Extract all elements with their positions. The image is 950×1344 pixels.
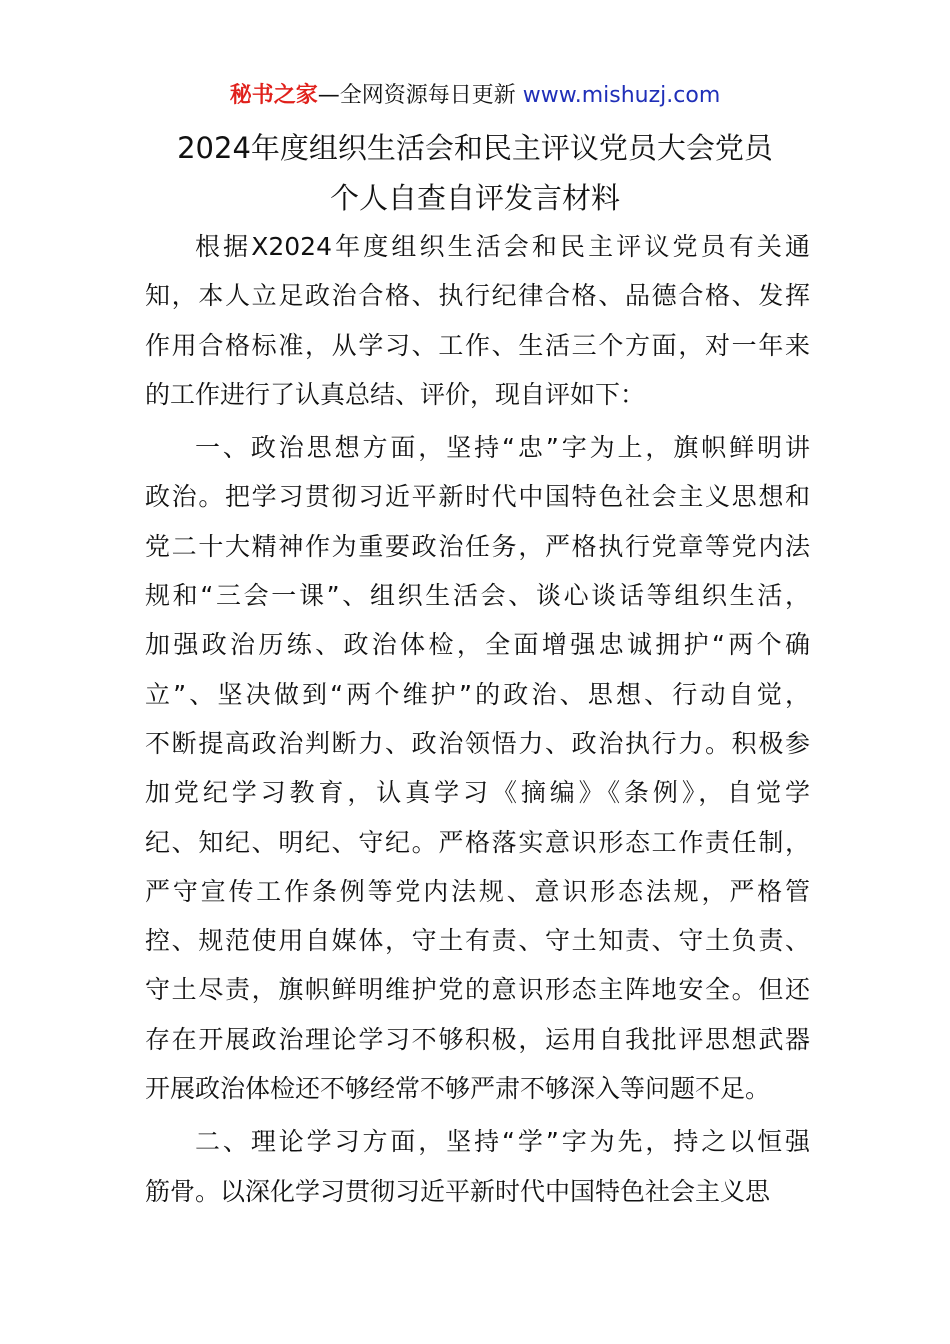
text-line: 开展政治体检还不够经常不够严肃不够深入等问题不足。 [145, 1074, 771, 1104]
text-line: 加强政治历练、政治体检，全面增强忠诚拥护“两个确 [145, 630, 810, 660]
site-header [0, 80, 950, 112]
text-line: 的工作进行了认真总结、评价，现自评如下： [145, 379, 646, 409]
text-line: 党二十大精神作为重要政治任务，严格执行党章等党内法 [145, 531, 810, 561]
brand-name: 秘书之家 [229, 83, 318, 108]
text-line: 守土尽责，旗帜鲜明维护党的意识形态主阵地安全。但还 [145, 975, 810, 1005]
document-body [145, 222, 810, 1216]
text-line: 严守宣传工作条例等党内法规、意识形态法规，严格管 [145, 876, 810, 906]
document-title-line-1: 2024年度组织生活会和民主评议党员大会党员 [177, 131, 773, 165]
text-line: 一、政治思想方面，坚持“忠”字为上，旗帜鲜明讲 [195, 433, 810, 463]
document-title-line-2: 个人自查自评发言材料 [329, 181, 620, 215]
paragraph [145, 222, 810, 419]
text-line: 根据X2024年度组织生活会和民主评议党员有关通 [195, 232, 810, 261]
text-line: 加党纪学习教育，认真学习《摘编》《条例》，自觉学 [145, 778, 810, 808]
text-line: 作用合格标准，从学习、工作、生活三个方面，对一年来 [145, 330, 810, 360]
paragraph [145, 1117, 810, 1216]
text-line: 知，本人立足政治合格、执行纪律合格、品德合格、发挥 [145, 281, 810, 311]
text-line: 控、规范使用自媒体，守土有责、守土知责、守土负责、 [145, 926, 810, 956]
paragraph [145, 423, 810, 1113]
header-tagline: —全网资源每日更新 [317, 83, 523, 108]
text-line: 立”、坚决做到“两个维护”的政治、思想、行动自觉， [145, 679, 810, 709]
text-line: 规和“三会一课”、组织生活会、谈心谈话等组织生活， [145, 581, 810, 611]
text-line: 筋骨。以深化学习贯彻习近平新时代中国特色社会主义思 [145, 1176, 771, 1206]
text-line: 不断提高政治判断力、政治领悟力、政治执行力。积极参 [145, 728, 810, 758]
text-line: 纪、知纪、明纪、守纪。严格落实意识形态工作责任制， [145, 827, 810, 857]
text-line: 政治。把学习贯彻习近平新时代中国特色社会主义思想和 [145, 482, 810, 512]
text-line: 二、理论学习方面，坚持“学”字为先，持之以恒强 [195, 1127, 810, 1157]
site-url[interactable]: www.mishuzj.com [522, 83, 721, 108]
text-line: 存在开展政治理论学习不够积极，运用自我批评思想武器 [145, 1024, 810, 1054]
